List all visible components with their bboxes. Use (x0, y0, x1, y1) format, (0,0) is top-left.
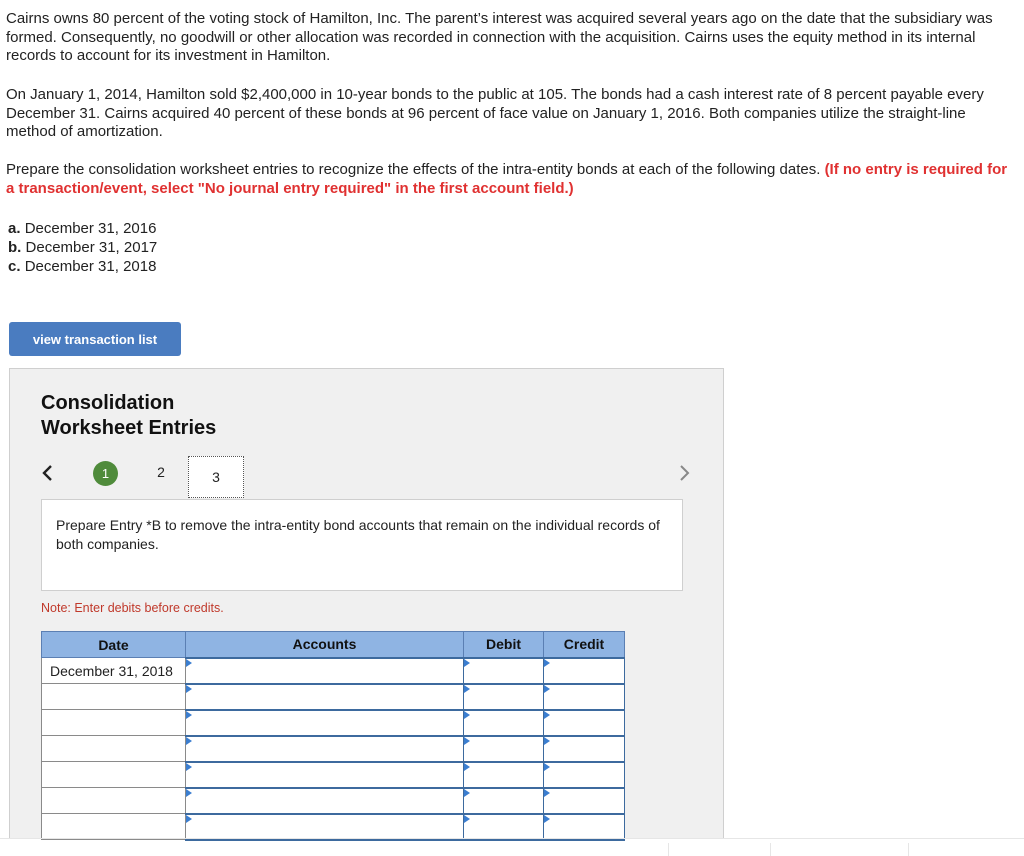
credit-input[interactable] (544, 788, 625, 814)
debit-input[interactable] (464, 736, 544, 762)
debit-header: Debit (464, 632, 544, 658)
entry-note: Note: Enter debits before credits. (41, 601, 224, 615)
problem-intro: Cairns owns 80 percent of the voting stock of Hamilton, Inc. The parent’s interest was acquired several years ago on the date that the subsidiary was formed. Consequently, no goodwill or other allocation was recorded in connection with the acquisition. Cairns uses the equity method in its internal records to account for its investment in Hamilton. (6, 10, 993, 64)
date-cell (42, 710, 186, 736)
table-row (42, 710, 625, 736)
view-transaction-list-button[interactable]: view transaction list (9, 322, 181, 356)
footer-divider-tick (908, 843, 909, 856)
account-select[interactable] (186, 736, 464, 762)
debit-input[interactable] (464, 762, 544, 788)
step-2[interactable]: 2 (157, 464, 165, 480)
instructions-text: Prepare the consolidation worksheet entries to recognize the effects of the intra-entity bonds at each of the following dates. (6, 161, 821, 178)
accounts-header: Accounts (186, 632, 464, 658)
account-select[interactable] (186, 788, 464, 814)
credit-input[interactable] (544, 684, 625, 710)
date-cell (42, 684, 186, 710)
requirement-a: a. December 31, 2016 (8, 220, 157, 237)
journal-table (41, 631, 625, 841)
date-header: Date (42, 632, 186, 658)
credit-input[interactable] (544, 762, 625, 788)
debit-input[interactable] (464, 658, 544, 684)
table-header-row (42, 632, 625, 658)
date-cell (42, 788, 186, 814)
table-row (42, 762, 625, 788)
requirement-list (8, 219, 157, 276)
debit-input[interactable] (464, 814, 544, 840)
account-select[interactable] (186, 684, 464, 710)
step-1-completed[interactable]: 1 (93, 461, 118, 486)
date-cell (42, 736, 186, 762)
instructions-warning: (If no entry is required for a transaction/event, select "No journal entry required" in the first account field.) (6, 161, 1008, 197)
step-3-active[interactable]: 3 (188, 456, 244, 498)
table-row (42, 788, 625, 814)
problem-bonds: On January 1, 2014, Hamilton sold $2,400,000 in 10-year bonds to the public at 105. The bonds had a cash interest rate of 8 percent payable every December 31. Cairns acquired 40 percent of these bonds at 96 percent of face value on January 1, 2016. Both companies utilize the straight-line method of amortization. (6, 86, 984, 140)
credit-input[interactable] (544, 814, 625, 840)
requirement-c: c. December 31, 2018 (8, 258, 157, 275)
footer-divider-tick (770, 843, 771, 856)
table-row (42, 684, 625, 710)
prev-arrow-icon[interactable] (38, 461, 58, 485)
debit-input[interactable] (464, 684, 544, 710)
date-cell (42, 814, 186, 840)
account-select[interactable] (186, 658, 464, 684)
problem-instructions (6, 161, 1018, 198)
debit-input[interactable] (464, 788, 544, 814)
worksheet-panel (9, 368, 724, 838)
account-select[interactable] (186, 814, 464, 840)
credit-input[interactable] (544, 658, 625, 684)
requirement-b: b. December 31, 2017 (8, 239, 158, 256)
footer-divider (0, 838, 1024, 839)
date-cell: December 31, 2018 (42, 658, 186, 684)
panel-title: Consolidation Worksheet Entries (41, 392, 217, 439)
next-arrow-icon[interactable] (674, 461, 694, 485)
credit-input[interactable] (544, 736, 625, 762)
credit-input[interactable] (544, 710, 625, 736)
footer-divider-tick (668, 843, 669, 856)
table-row (42, 658, 625, 684)
table-row (42, 736, 625, 762)
account-select[interactable] (186, 710, 464, 736)
credit-header: Credit (544, 632, 625, 658)
debit-input[interactable] (464, 710, 544, 736)
table-row (42, 814, 625, 840)
entry-prompt: Prepare Entry *B to remove the intra-entity bond accounts that remain on the individual records of both companies. (41, 499, 683, 591)
date-cell (42, 762, 186, 788)
account-select[interactable] (186, 762, 464, 788)
